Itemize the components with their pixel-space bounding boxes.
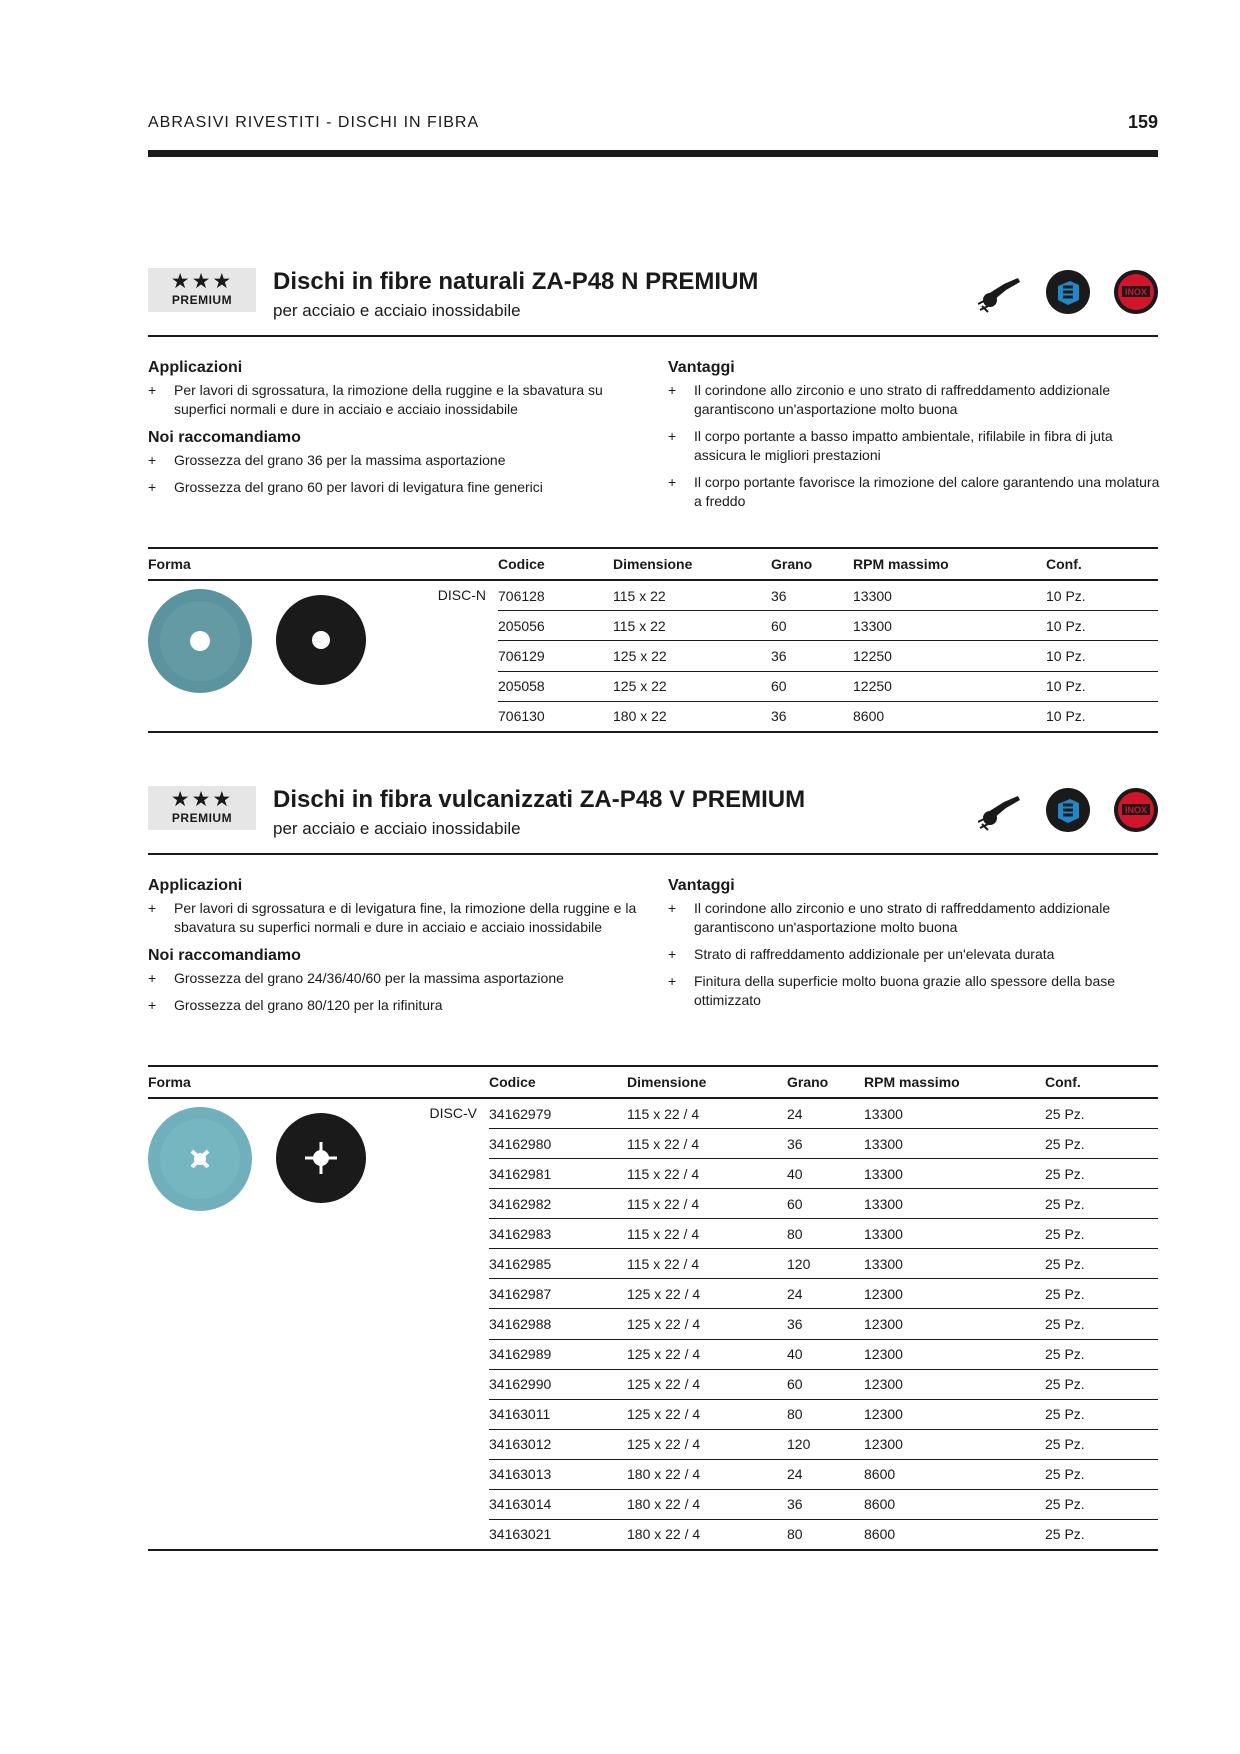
table-cell: 60	[771, 611, 853, 641]
applications-title: Applicazioni	[148, 359, 243, 376]
angle-grinder-icon	[978, 270, 1022, 314]
table-cell: 25 Pz.	[1045, 1399, 1158, 1429]
list-item: + Finitura della superficie molto buona grazie allo spessore della base ottimizzato	[668, 972, 1163, 1010]
table-cell: 13300	[864, 1129, 1045, 1159]
table-cell: 13300	[864, 1249, 1045, 1279]
list-item: + Per lavori di sgrossatura e di levigatura fine, la rimozione della ruggine e la sbavatura su superfici normali e dure in acciaio e acciaio inossidabile	[148, 899, 643, 937]
table-cell: 34162979	[489, 1098, 627, 1129]
angle-grinder-icon	[978, 788, 1022, 832]
product-title: Dischi in fibra vulcanizzati ZA-P48 V PREMIUM	[273, 786, 806, 813]
table-cell: 40	[787, 1159, 864, 1189]
product-header	[148, 262, 1158, 337]
table-cell: 12300	[864, 1339, 1045, 1369]
table-cell: 125 x 22 / 4	[627, 1309, 787, 1339]
table-cell: 24	[787, 1279, 864, 1309]
table-cell: 34163021	[489, 1519, 627, 1550]
table-cell: 12250	[853, 671, 1046, 701]
column-header: Grano	[771, 548, 853, 580]
disc-back-image	[276, 1113, 366, 1203]
column-header: Forma	[148, 548, 498, 580]
list-item: + Grossezza del grano 24/36/40/60 per la massima asportazione	[148, 969, 643, 988]
product-subtitle: per acciaio e acciaio inossidabile	[273, 301, 521, 320]
table-cell: 12300	[864, 1279, 1045, 1309]
left-column	[148, 877, 643, 1025]
forma-cell	[148, 580, 498, 732]
table-cell: 24	[787, 1459, 864, 1489]
table-cell: 12250	[853, 641, 1046, 671]
table-cell: 60	[787, 1189, 864, 1219]
table-cell: 205056	[498, 611, 613, 641]
stars-icon: ★★★	[170, 788, 234, 811]
table-cell: 10 Pz.	[1046, 641, 1158, 671]
table-cell: 40	[787, 1339, 864, 1369]
table-cell: 25 Pz.	[1045, 1279, 1158, 1309]
stars-icon: ★★★	[170, 270, 234, 293]
table-cell: 125 x 22 / 4	[627, 1429, 787, 1459]
table-cell: 180 x 22 / 4	[627, 1489, 787, 1519]
table-cell: 120	[787, 1249, 864, 1279]
column-header: Codice	[498, 548, 613, 580]
inox-icon	[1114, 788, 1158, 832]
table-cell: 34163012	[489, 1429, 627, 1459]
steel-icon	[1046, 270, 1090, 314]
advantages-title: Vantaggi	[668, 359, 735, 376]
table-cell: 8600	[864, 1489, 1045, 1519]
product-header	[148, 780, 1158, 855]
product-info	[148, 855, 1158, 1065]
table-cell: 115 x 22 / 4	[627, 1129, 787, 1159]
table-cell: 13300	[853, 611, 1046, 641]
table-cell: 36	[771, 701, 853, 732]
table-cell: 115 x 22 / 4	[627, 1249, 787, 1279]
column-header: Conf.	[1045, 1066, 1158, 1098]
table-cell: 36	[787, 1489, 864, 1519]
table-cell: 34162983	[489, 1219, 627, 1249]
recommend-title: Noi raccomandiamo	[148, 429, 301, 446]
table-cell: 10 Pz.	[1046, 701, 1158, 732]
column-header: Grano	[787, 1066, 864, 1098]
column-header: Conf.	[1046, 548, 1158, 580]
table-cell: 12300	[864, 1429, 1045, 1459]
table-cell: 205058	[498, 671, 613, 701]
abrasive-disc-face-image	[148, 589, 252, 693]
table-row	[148, 1098, 1158, 1129]
table-cell: 34162985	[489, 1249, 627, 1279]
table-cell: 25 Pz.	[1045, 1098, 1158, 1129]
table-cell: 34162987	[489, 1279, 627, 1309]
table-cell: 12300	[864, 1399, 1045, 1429]
table-cell: 12300	[864, 1369, 1045, 1399]
table-cell: 25 Pz.	[1045, 1159, 1158, 1189]
application-icons	[978, 268, 1158, 316]
spec-table	[148, 1065, 1158, 1551]
table-cell: 13300	[864, 1098, 1045, 1129]
table-cell: 34162989	[489, 1339, 627, 1369]
table-cell: 706130	[498, 701, 613, 732]
applications-list	[148, 899, 643, 937]
product-block-v	[148, 780, 1158, 1551]
table-cell: 115 x 22 / 4	[627, 1098, 787, 1129]
table-cell: 36	[771, 580, 853, 611]
table-cell: 25 Pz.	[1045, 1489, 1158, 1519]
table-cell: 180 x 22	[613, 701, 771, 732]
list-item: + Grossezza del grano 80/120 per la rifinitura	[148, 996, 643, 1015]
table-cell: 125 x 22	[613, 641, 771, 671]
table-header-row	[148, 1066, 1158, 1098]
steel-icon	[1046, 788, 1090, 832]
column-header: RPM massimo	[853, 548, 1046, 580]
premium-badge	[148, 786, 256, 830]
table-cell: 13300	[864, 1189, 1045, 1219]
badge-label: PREMIUM	[171, 293, 233, 307]
table-cell: 25 Pz.	[1045, 1369, 1158, 1399]
list-item: + Grossezza del grano 36 per la massima asportazione	[148, 451, 643, 470]
table-cell: 25 Pz.	[1045, 1249, 1158, 1279]
section-title: ABRASIVI RIVESTITI - DISCHI IN FIBRA	[148, 114, 480, 131]
table-cell: 34162980	[489, 1129, 627, 1159]
advantages-list	[668, 381, 1163, 511]
table-cell: 12300	[864, 1309, 1045, 1339]
table-cell: 25 Pz.	[1045, 1309, 1158, 1339]
table-cell: 80	[787, 1519, 864, 1550]
disc-back-image	[276, 595, 366, 685]
table-header-row	[148, 548, 1158, 580]
column-header: Codice	[489, 1066, 627, 1098]
table-cell: 80	[787, 1399, 864, 1429]
table-cell: 34162990	[489, 1369, 627, 1399]
list-item: + Il corindone allo zirconio e uno strato di raffreddamento addizionale garantiscono un'asportazione molto buona	[668, 381, 1163, 419]
table-cell: 125 x 22 / 4	[627, 1369, 787, 1399]
table-cell: 180 x 22 / 4	[627, 1519, 787, 1550]
page-number: 159	[1127, 112, 1158, 132]
table-cell: 120	[787, 1429, 864, 1459]
table-cell: 24	[787, 1098, 864, 1129]
table-cell: 8600	[864, 1519, 1045, 1550]
table-cell: 34163014	[489, 1489, 627, 1519]
right-column	[668, 877, 1163, 1020]
table-cell: 36	[771, 641, 853, 671]
table-cell: 25 Pz.	[1045, 1129, 1158, 1159]
table-cell: 706128	[498, 580, 613, 611]
form-code: DISC-V	[429, 1105, 477, 1121]
list-item: + Il corpo portante a basso impatto ambientale, rifilabile in fibra di juta assicura le migliori prestazioni	[668, 427, 1163, 465]
table-cell: 125 x 22 / 4	[627, 1399, 787, 1429]
applications-list	[148, 381, 643, 419]
application-icons	[978, 786, 1158, 834]
left-column	[148, 359, 643, 507]
advantages-list	[668, 899, 1163, 1010]
recommend-list	[148, 451, 643, 497]
table-cell: 34162982	[489, 1189, 627, 1219]
advantages-title: Vantaggi	[668, 877, 735, 894]
inox-label: INOX	[1124, 287, 1148, 297]
column-header: RPM massimo	[864, 1066, 1045, 1098]
table-cell: 115 x 22	[613, 611, 771, 641]
table-cell: 125 x 22	[613, 671, 771, 701]
recommend-list	[148, 969, 643, 1015]
list-item: + Per lavori di sgrossatura, la rimozione della ruggine e la sbavatura su superfici normali e dure in acciaio e acciaio inossidabile	[148, 381, 643, 419]
table-cell: 8600	[853, 701, 1046, 732]
table-cell: 13300	[864, 1159, 1045, 1189]
table-cell: 10 Pz.	[1046, 611, 1158, 641]
table-cell: 25 Pz.	[1045, 1219, 1158, 1249]
table-cell: 180 x 22 / 4	[627, 1459, 787, 1489]
product-info	[148, 337, 1158, 547]
table-cell: 10 Pz.	[1046, 671, 1158, 701]
table-row	[148, 580, 1158, 611]
table-cell: 80	[787, 1219, 864, 1249]
product-subtitle: per acciaio e acciaio inossidabile	[273, 819, 521, 838]
badge-label: PREMIUM	[171, 811, 233, 825]
table-cell: 25 Pz.	[1045, 1429, 1158, 1459]
list-item: + Strato di raffreddamento addizionale per un'elevata durata	[668, 945, 1163, 964]
table-cell: 125 x 22 / 4	[627, 1339, 787, 1369]
table-cell: 115 x 22 / 4	[627, 1189, 787, 1219]
table-cell: 706129	[498, 641, 613, 671]
table-cell: 25 Pz.	[1045, 1459, 1158, 1489]
table-cell: 25 Pz.	[1045, 1189, 1158, 1219]
list-item: + Grossezza del grano 60 per lavori di levigatura fine generici	[148, 478, 643, 497]
table-cell: 34162981	[489, 1159, 627, 1189]
table-cell: 25 Pz.	[1045, 1519, 1158, 1550]
form-code: DISC-N	[437, 587, 486, 603]
product-block-n	[148, 262, 1158, 733]
column-header: Dimensione	[627, 1066, 787, 1098]
table-cell: 125 x 22 / 4	[627, 1279, 787, 1309]
column-header: Forma	[148, 1066, 489, 1098]
table-cell: 36	[787, 1309, 864, 1339]
right-column	[668, 359, 1163, 521]
table-cell: 25 Pz.	[1045, 1339, 1158, 1369]
product-title: Dischi in fibre naturali ZA-P48 N PREMIUM	[273, 268, 759, 295]
list-item: + Il corpo portante favorisce la rimozione del calore garantendo una molatura a freddo	[668, 473, 1163, 511]
inox-label: INOX	[1124, 805, 1148, 815]
table-cell: 10 Pz.	[1046, 580, 1158, 611]
spec-table	[148, 547, 1158, 733]
table-cell: 13300	[853, 580, 1046, 611]
table-cell: 115 x 22 / 4	[627, 1159, 787, 1189]
abrasive-disc-face-image	[148, 1107, 252, 1211]
premium-badge	[148, 268, 256, 312]
table-cell: 60	[787, 1369, 864, 1399]
table-cell: 115 x 22	[613, 580, 771, 611]
column-header: Dimensione	[613, 548, 771, 580]
table-cell: 34163013	[489, 1459, 627, 1489]
forma-cell	[148, 1098, 489, 1550]
table-cell: 13300	[864, 1219, 1045, 1249]
table-cell: 34163011	[489, 1399, 627, 1429]
applications-title: Applicazioni	[148, 877, 243, 894]
table-cell: 115 x 22 / 4	[627, 1219, 787, 1249]
table-cell: 8600	[864, 1459, 1045, 1489]
inox-icon	[1114, 270, 1158, 314]
page-header	[148, 110, 1158, 157]
table-cell: 36	[787, 1129, 864, 1159]
table-cell: 34162988	[489, 1309, 627, 1339]
table-cell: 60	[771, 671, 853, 701]
recommend-title: Noi raccomandiamo	[148, 947, 301, 964]
list-item: + Il corindone allo zirconio e uno strato di raffreddamento addizionale garantiscono un'asportazione molto buona	[668, 899, 1163, 937]
